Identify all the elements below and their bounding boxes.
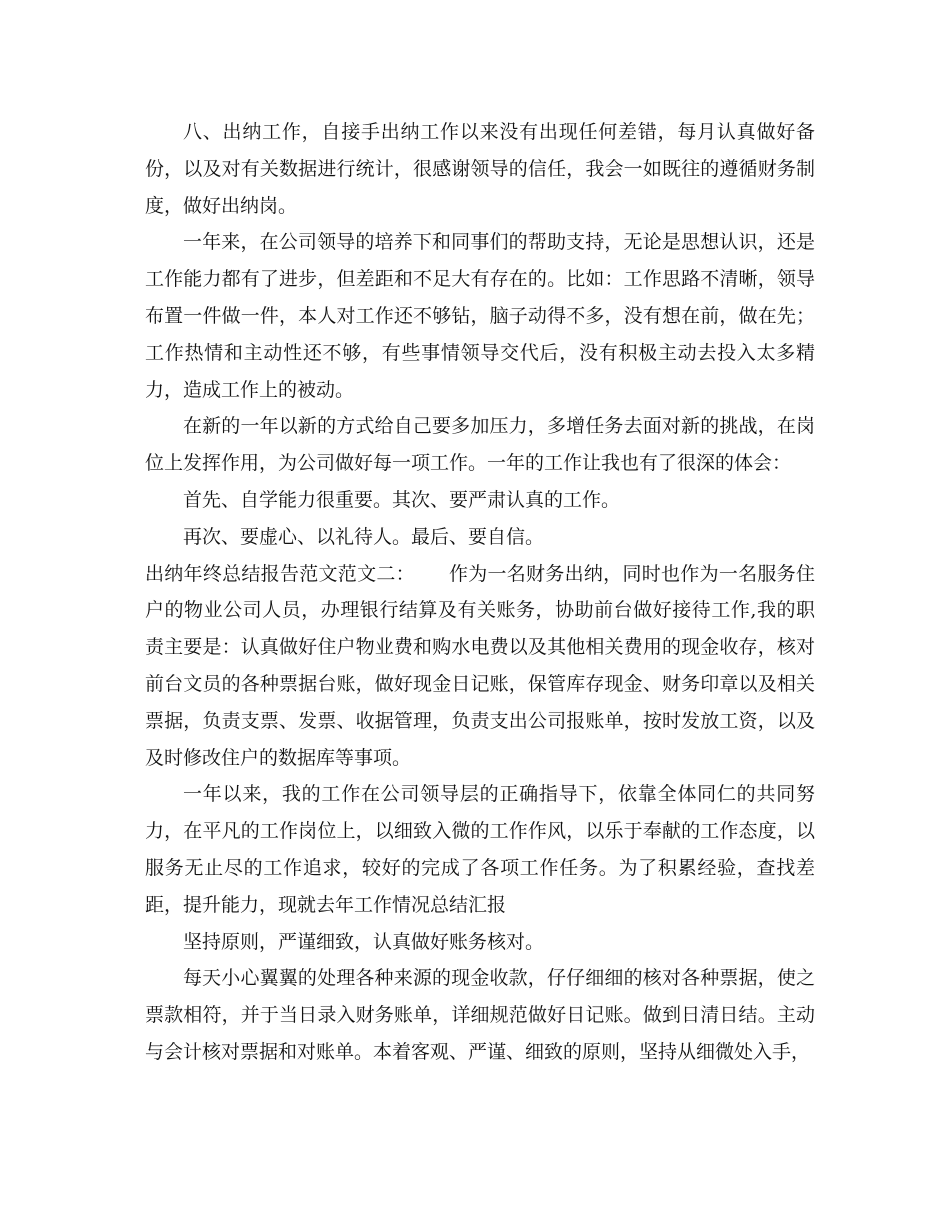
section-two-heading: 出纳年终总结报告范文范文二： — [145, 562, 415, 585]
paragraph-lesson-two: 再次、要虚心、以礼待人。最后、要自信。 — [183, 525, 545, 548]
paragraph-lesson-one: 首先、自学能力很重要。其次、要严肃认真的工作。 — [183, 488, 621, 511]
paragraph-new-year-plan: 在新的一年以新的方式给自己要多加压力，多增任务去面对新的挑战，在岗位上发挥作用，为公司做好每一项工作。一年的工作让我也有了很深的体会： — [145, 415, 815, 475]
paragraph-year-review: 一年来，在公司领导的培养下和同事们的帮助支持，无论是思想认识，还是工作能力都有了进步，但差距和不足大有存在的。比如：工作思路不清晰，领导布置一件做一件，本人对工作还不够钻，脑子动得不多，没有想在前，做在先；工作热情和主动性还不够，有些事情领导交代后，没有积极主动去投入太多精力，造成工作上的被动。 — [145, 231, 815, 401]
section-two-paragraph — [145, 556, 815, 777]
paragraph-year-summary: 一年以来，我的工作在公司领导层的正确指导下，依靠全体同仁的共同努力，在平凡的工作岗位上，以细致入微的工作作风，以乐于奉献的工作态度，以服务无止尽的工作追求，较好的完成了各项工作任务。为了积累经验，查找差距，提升能力，现就去年工作情况总结汇报 — [145, 783, 815, 916]
paragraph-daily-work: 每天小心翼翼的处理各种来源的现金收款，仔仔细细的核对各种票据，使之票款相符，并于当日录入财务账单，详细规范做好日记账。做到日清日结。主动与会计核对票据和对账单。本着客观、严谨、细致的原则，坚持从细微处入手， — [145, 967, 815, 1063]
paragraph-principle: 坚持原则，严谨细致，认真做好账务核对。 — [183, 930, 545, 953]
document-body — [145, 114, 815, 1071]
paragraph-cashier-work: 八、出纳工作，自接手出纳工作以来没有出现任何差错，每月认真做好备份，以及对有关数据进行统计，很感谢领导的信任，我会一如既往的遵循财务制度，做好出纳岗。 — [145, 121, 815, 217]
section-two-intro: 作为一名财务出纳，同时也作为一名服务住户的物业公司人员，办理银行结算及有关账务，协助前台做好接待工作,我的职责主要是：认真做好住户物业费和购水电费以及其他相关费用的现金收存，核对前台文员的各种票据台账，做好现金日记账，保管库存现金、财务印章以及相关票据，负责支票、发票、收据管理，负责支出公司报账单，按时发放工资，以及及时修改住户的数据库等事项。 — [145, 562, 815, 769]
